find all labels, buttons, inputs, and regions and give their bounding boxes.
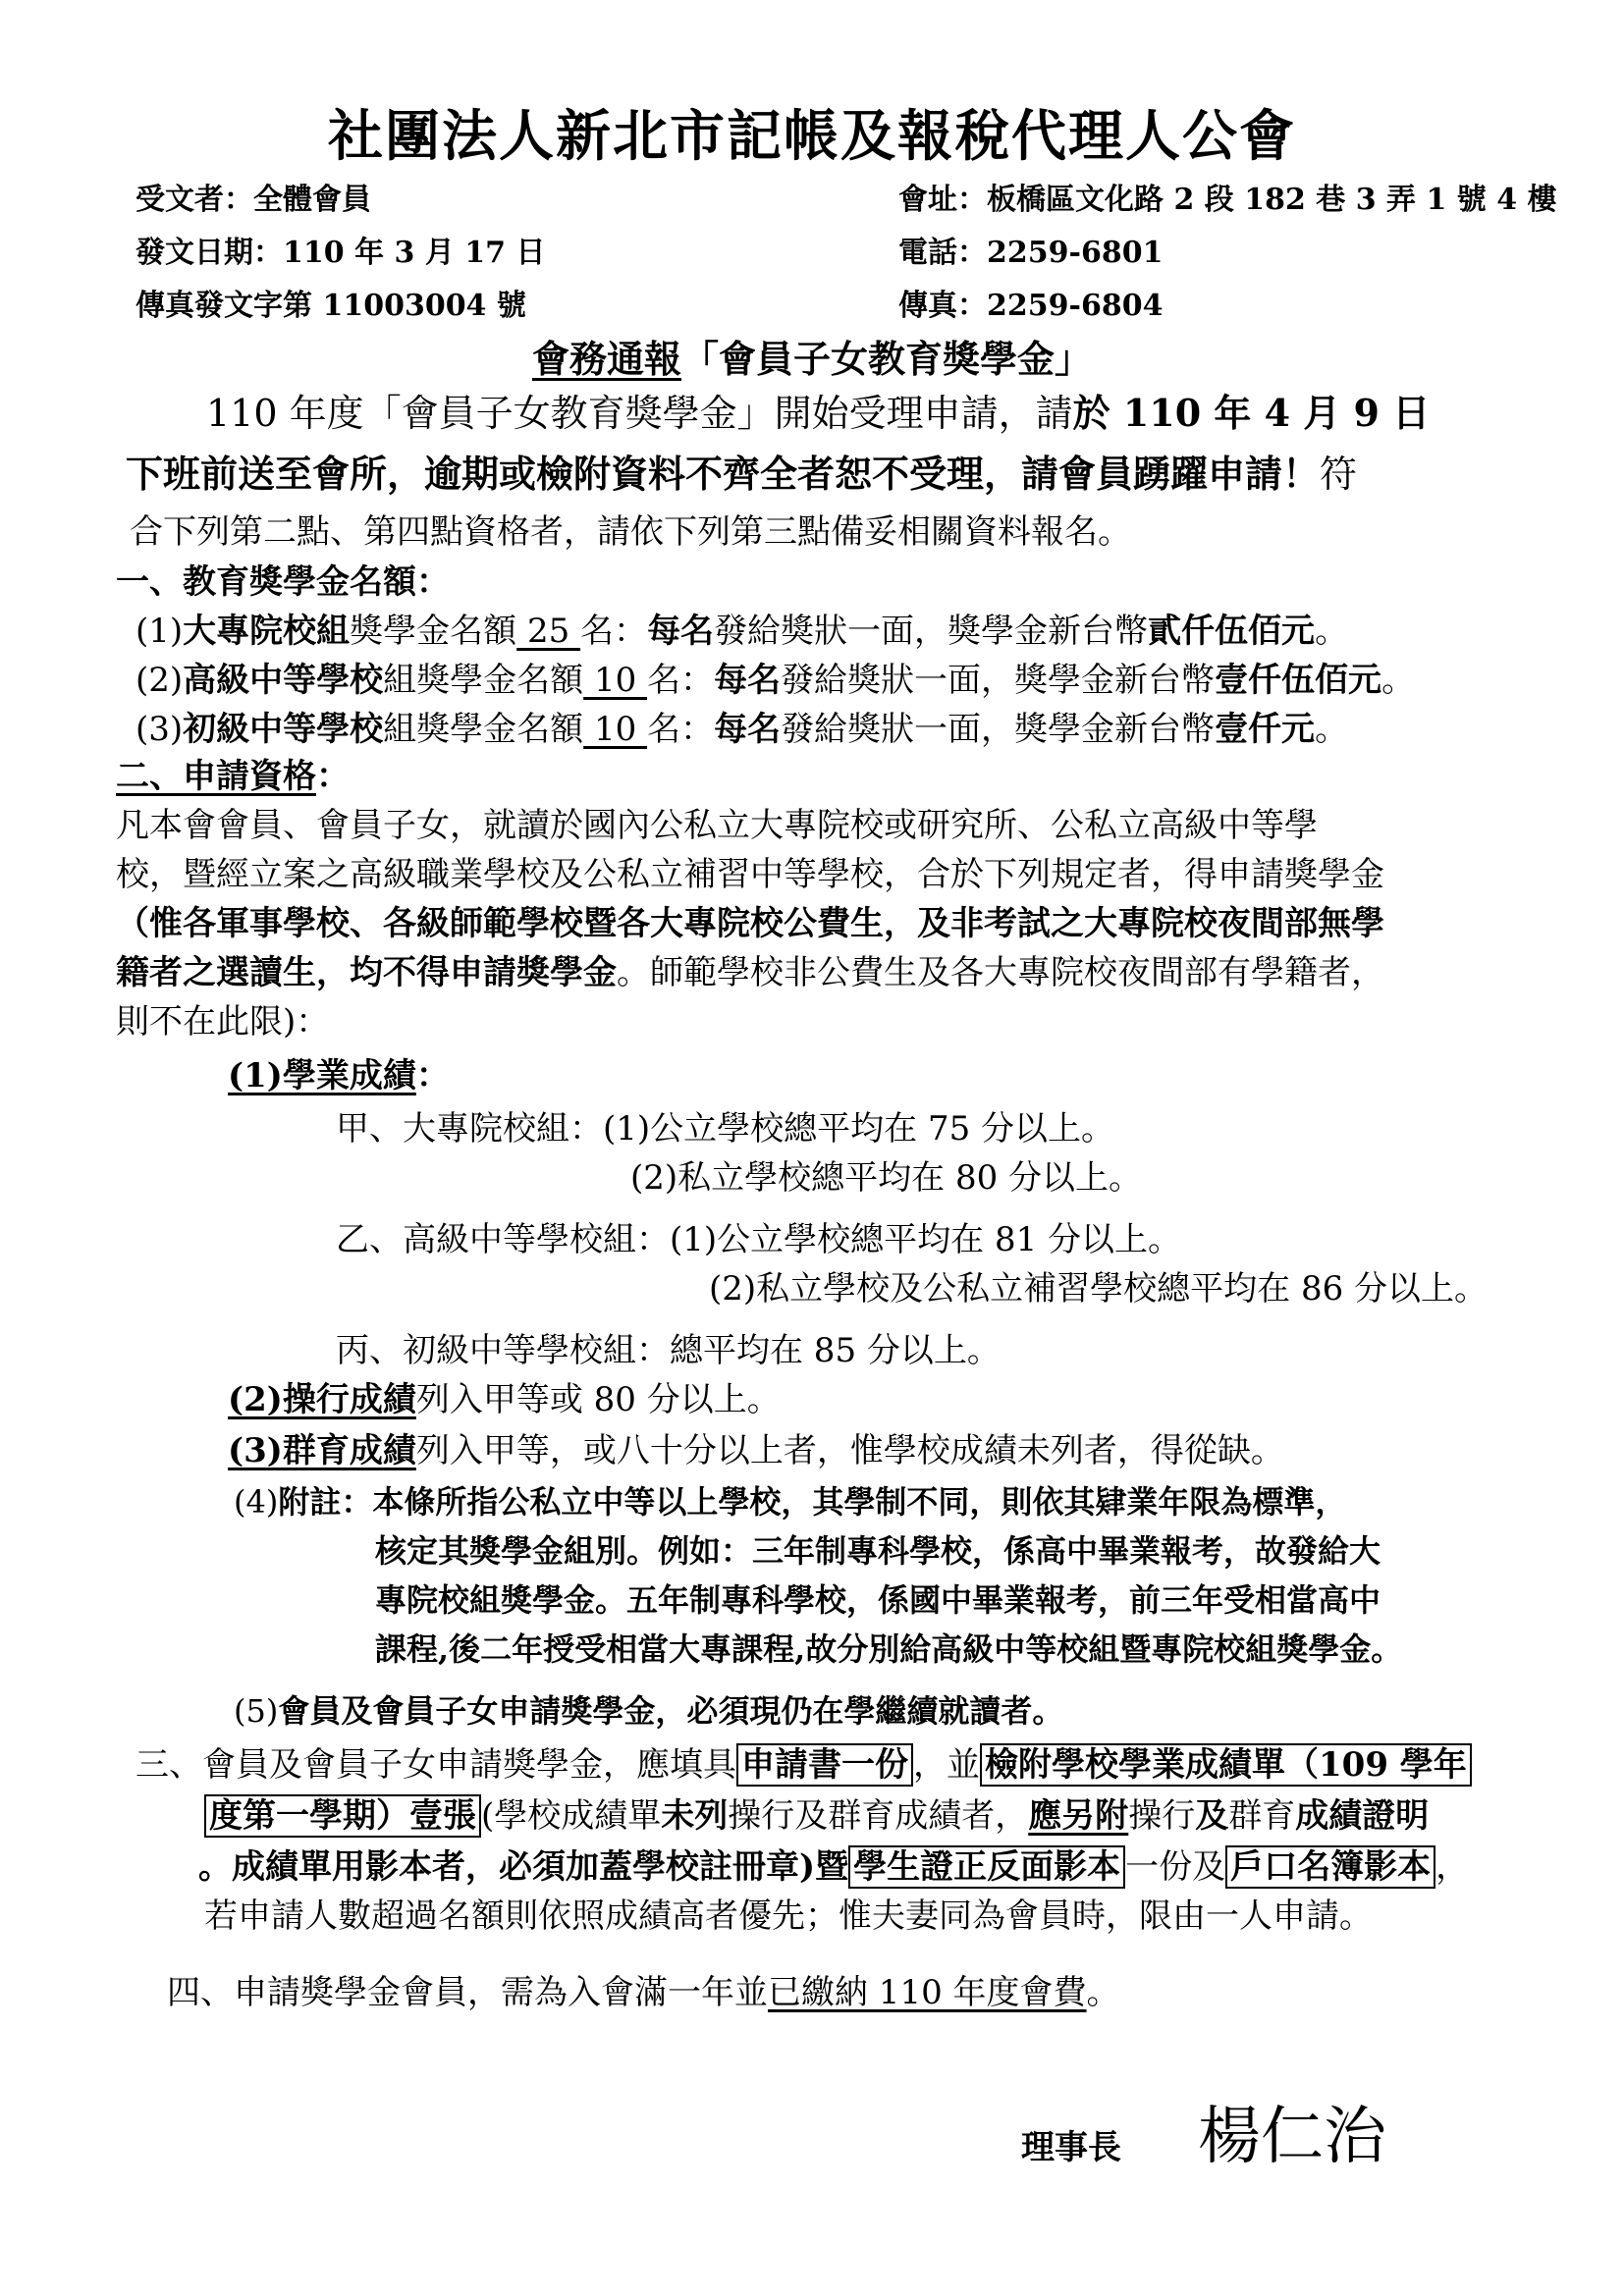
group-name: 初級中等學校 xyxy=(183,710,384,749)
item-unit: 名： xyxy=(647,661,715,700)
s4-text: 四、申請獎學金會員，需為入會滿一年並 xyxy=(167,1973,768,2012)
conduct-heading: (2)操行成績 xyxy=(228,1380,416,1419)
item-desc: 發給獎狀一面，獎學金新台幣 xyxy=(781,661,1216,700)
s3-bold: 。成績單用影本者，必須加蓋學校註冊章)暨 xyxy=(198,1847,849,1887)
section3-line-3 xyxy=(198,1840,1469,1888)
section3-line-1 xyxy=(135,1737,1472,1786)
group-heading: (3)群育成績 xyxy=(228,1431,416,1470)
quota-item-1 xyxy=(135,604,1348,652)
s3-bold: 未列 xyxy=(661,1796,729,1836)
item-desc: 發給獎狀一面，獎學金新台幣 xyxy=(781,710,1216,749)
item-end: 。 xyxy=(1315,710,1349,749)
item-end: 。 xyxy=(1315,612,1349,651)
academic-yi-2: (2)私立學校及公私立補習學校總平均在 86 分以上。 xyxy=(709,1269,1489,1308)
note-line-1 xyxy=(234,1477,1346,1522)
award-amount: 貳仟伍佰元 xyxy=(1148,612,1316,651)
quota-item-2 xyxy=(135,653,1415,701)
item-each: 每名 xyxy=(714,710,782,749)
item-5 xyxy=(234,1686,1063,1732)
signature-title: 理事長 xyxy=(1021,2128,1121,2167)
recipient: 受文者：全體會員 xyxy=(135,183,371,217)
section2-heading xyxy=(116,749,350,797)
eligibility-para-4 xyxy=(116,945,1384,993)
item-unit: 名： xyxy=(580,612,648,651)
section3-line-4: 若申請人數超過名額則依照成績高者優先；惟夫妻同為會員時，限由一人申請。 xyxy=(204,1896,1373,1936)
required-transcript: 檢附學校學業成績單（109 學年 xyxy=(980,1743,1472,1787)
intro-line-1 xyxy=(206,383,1430,437)
org-title: 社團法人新北市記帳及報稅代理人公會 xyxy=(328,104,1296,169)
notice-title-prefix: 會務通報 xyxy=(531,337,681,381)
item-end: 。 xyxy=(1381,661,1416,700)
intro-line-3: 合下列第二點、第四點資格者，請依下列第三點備妥相關資料報名。 xyxy=(130,512,1131,552)
note-line-4: 課程,後二年授受相當大專課程,故分別給高級中等校組暨專院校組獎學金。 xyxy=(375,1630,1403,1668)
s4-fee-requirement: 已繳納 110 年度會費 xyxy=(768,1973,1087,2012)
note-line-2: 核定其獎學金組別。例如：三年制專科學校，係高中畢業報考，故發給大 xyxy=(375,1532,1381,1570)
s3-text: 操行及群育成績者， xyxy=(728,1796,1029,1836)
academic-jia-1: 甲、大專院校組：(1)公立學校總平均在 75 分以上。 xyxy=(336,1109,1115,1148)
s4-end: 。 xyxy=(1086,1973,1120,2012)
intro-tail: 符 xyxy=(1320,453,1358,496)
award-amount: 壹仟元 xyxy=(1215,710,1316,749)
section2-heading-colon: ： xyxy=(316,757,350,796)
notice-title-subject: 「會員子女教育獎學金」 xyxy=(681,337,1093,381)
item-num: (1) xyxy=(135,612,184,651)
fax: 傳真：2259-6804 xyxy=(898,289,1164,323)
s3-bold: 成績證明 xyxy=(1295,1796,1430,1836)
s3-bold: 及 xyxy=(1195,1796,1229,1836)
group-name: 大專院校組 xyxy=(183,612,351,651)
quota-count: 10 xyxy=(583,661,648,700)
academic-jia-2: (2)私立學校總平均在 80 分以上。 xyxy=(630,1158,1143,1198)
quota-item-3 xyxy=(135,702,1348,750)
intro-deadline-text: 下班前送至會所，逾期或檢附資料不齊全者恕不受理，請會員踴躍申請！ xyxy=(126,452,1321,496)
signature-name: 楊仁治 xyxy=(1198,2101,1386,2173)
conduct-text: 列入甲等或 80 分以上。 xyxy=(415,1380,781,1419)
required-student-id-copy: 學生證正反面影本 xyxy=(848,1845,1125,1889)
quota-count: 10 xyxy=(583,710,648,749)
award-amount: 壹仟伍佰元 xyxy=(1215,661,1382,700)
group-criteria xyxy=(228,1423,1284,1471)
section1-heading: 一、教育獎學金名額： xyxy=(116,562,450,602)
required-application-form: 申請書一份 xyxy=(736,1743,913,1787)
phone: 電話：2259-6801 xyxy=(898,236,1164,270)
intro-line-2 xyxy=(126,444,1357,498)
academic-heading-colon: ： xyxy=(415,1056,450,1095)
s3-text: (學校成績單 xyxy=(481,1796,662,1836)
item-desc: 發給獎狀一面，獎學金新台幣 xyxy=(714,612,1149,651)
notice-title xyxy=(0,329,1624,383)
s3-text: 一份及 xyxy=(1125,1847,1226,1887)
issue-date: 發文日期：110 年 3 月 17 日 xyxy=(135,236,546,270)
note-label: (4) xyxy=(234,1483,279,1521)
item-num: (2) xyxy=(135,661,184,700)
eligibility-exclusion: 籍者之選讀生，均不得申請獎學金 xyxy=(116,953,617,992)
address: 會址：板橋區文化路 2 段 182 巷 3 弄 1 號 4 樓 xyxy=(898,183,1557,217)
item5-text: 會員及會員子女申請獎學金，必須現仍在學繼續就讀者。 xyxy=(278,1692,1064,1730)
item-num: (3) xyxy=(135,710,184,749)
academic-yi-1: 乙、高級中等學校組：(1)公立學校總平均在 81 分以上。 xyxy=(336,1220,1182,1259)
academic-bing: 丙、初級中等學校組：總平均在 85 分以上。 xyxy=(336,1331,1001,1370)
conduct-criteria xyxy=(228,1372,781,1420)
required-household-copy: 戶口名簿影本 xyxy=(1225,1845,1435,1889)
s3-text: ， xyxy=(1435,1847,1470,1887)
intro-text: 110 年度「會員子女教育獎學金」開始受理申請，請 xyxy=(206,392,1073,435)
note-line-3: 專院校組獎學金。五年制專科學校，係國中畢業報考，前三年受相當高中 xyxy=(375,1581,1381,1619)
s3-bold-underline: 應另附 xyxy=(1028,1796,1129,1836)
required-transcript-cont: 度第一學期）壹張 xyxy=(204,1794,481,1838)
doc-number: 傳真發文字第 11003004 號 xyxy=(135,289,526,323)
note-text: 附註：本條所指公私立中等以上學校，其學制不同，則依其肄業年限為標準， xyxy=(278,1483,1347,1521)
deadline-date: 於 110 年 4 月 9 日 xyxy=(1072,391,1431,435)
s3-text: ，並 xyxy=(913,1745,980,1785)
section2-heading-text: 二、申請資格 xyxy=(116,757,316,796)
s3-text: 操行 xyxy=(1128,1796,1196,1836)
s3-text: 三、會員及會員子女申請獎學金，應填具 xyxy=(135,1745,736,1785)
academic-heading-text: (1)學業成績 xyxy=(228,1056,416,1095)
eligibility-para-5: 則不在此限)： xyxy=(116,1002,330,1041)
item-each: 每名 xyxy=(714,661,782,700)
section3-line-2 xyxy=(204,1789,1429,1837)
quota-count: 25 xyxy=(516,612,581,651)
item-mid: 組獎學金名額 xyxy=(383,710,584,749)
s3-text: 群育 xyxy=(1228,1796,1296,1836)
section4 xyxy=(167,1965,1120,2013)
item-unit: 名： xyxy=(647,710,715,749)
academic-heading xyxy=(228,1048,450,1096)
item-mid: 獎學金名額 xyxy=(350,612,517,651)
eligibility-para-3: （惟各軍事學校、各級師範學校暨各大專院校公費生，及非考試之大專院校夜間部無學 xyxy=(116,904,1384,943)
eligibility-para-2: 校，暨經立案之高級職業學校及公私立補習中等學校，合於下列規定者，得申請獎學金 xyxy=(116,855,1384,894)
item-mid: 組獎學金名額 xyxy=(383,661,584,700)
group-name: 高級中等學校 xyxy=(183,661,384,700)
eligibility-exception: 。師範學校非公費生及各大專院校夜間部有學籍者， xyxy=(617,953,1384,992)
item5-num: (5) xyxy=(234,1692,279,1730)
group-text: 列入甲等，或八十分以上者，惟學校成績未列者，得從缺。 xyxy=(415,1431,1284,1470)
eligibility-para-1: 凡本會會員、會員子女，就讀於國內公私立大專院校或研究所、公私立高級中等學 xyxy=(116,806,1318,845)
item-each: 每名 xyxy=(647,612,715,651)
